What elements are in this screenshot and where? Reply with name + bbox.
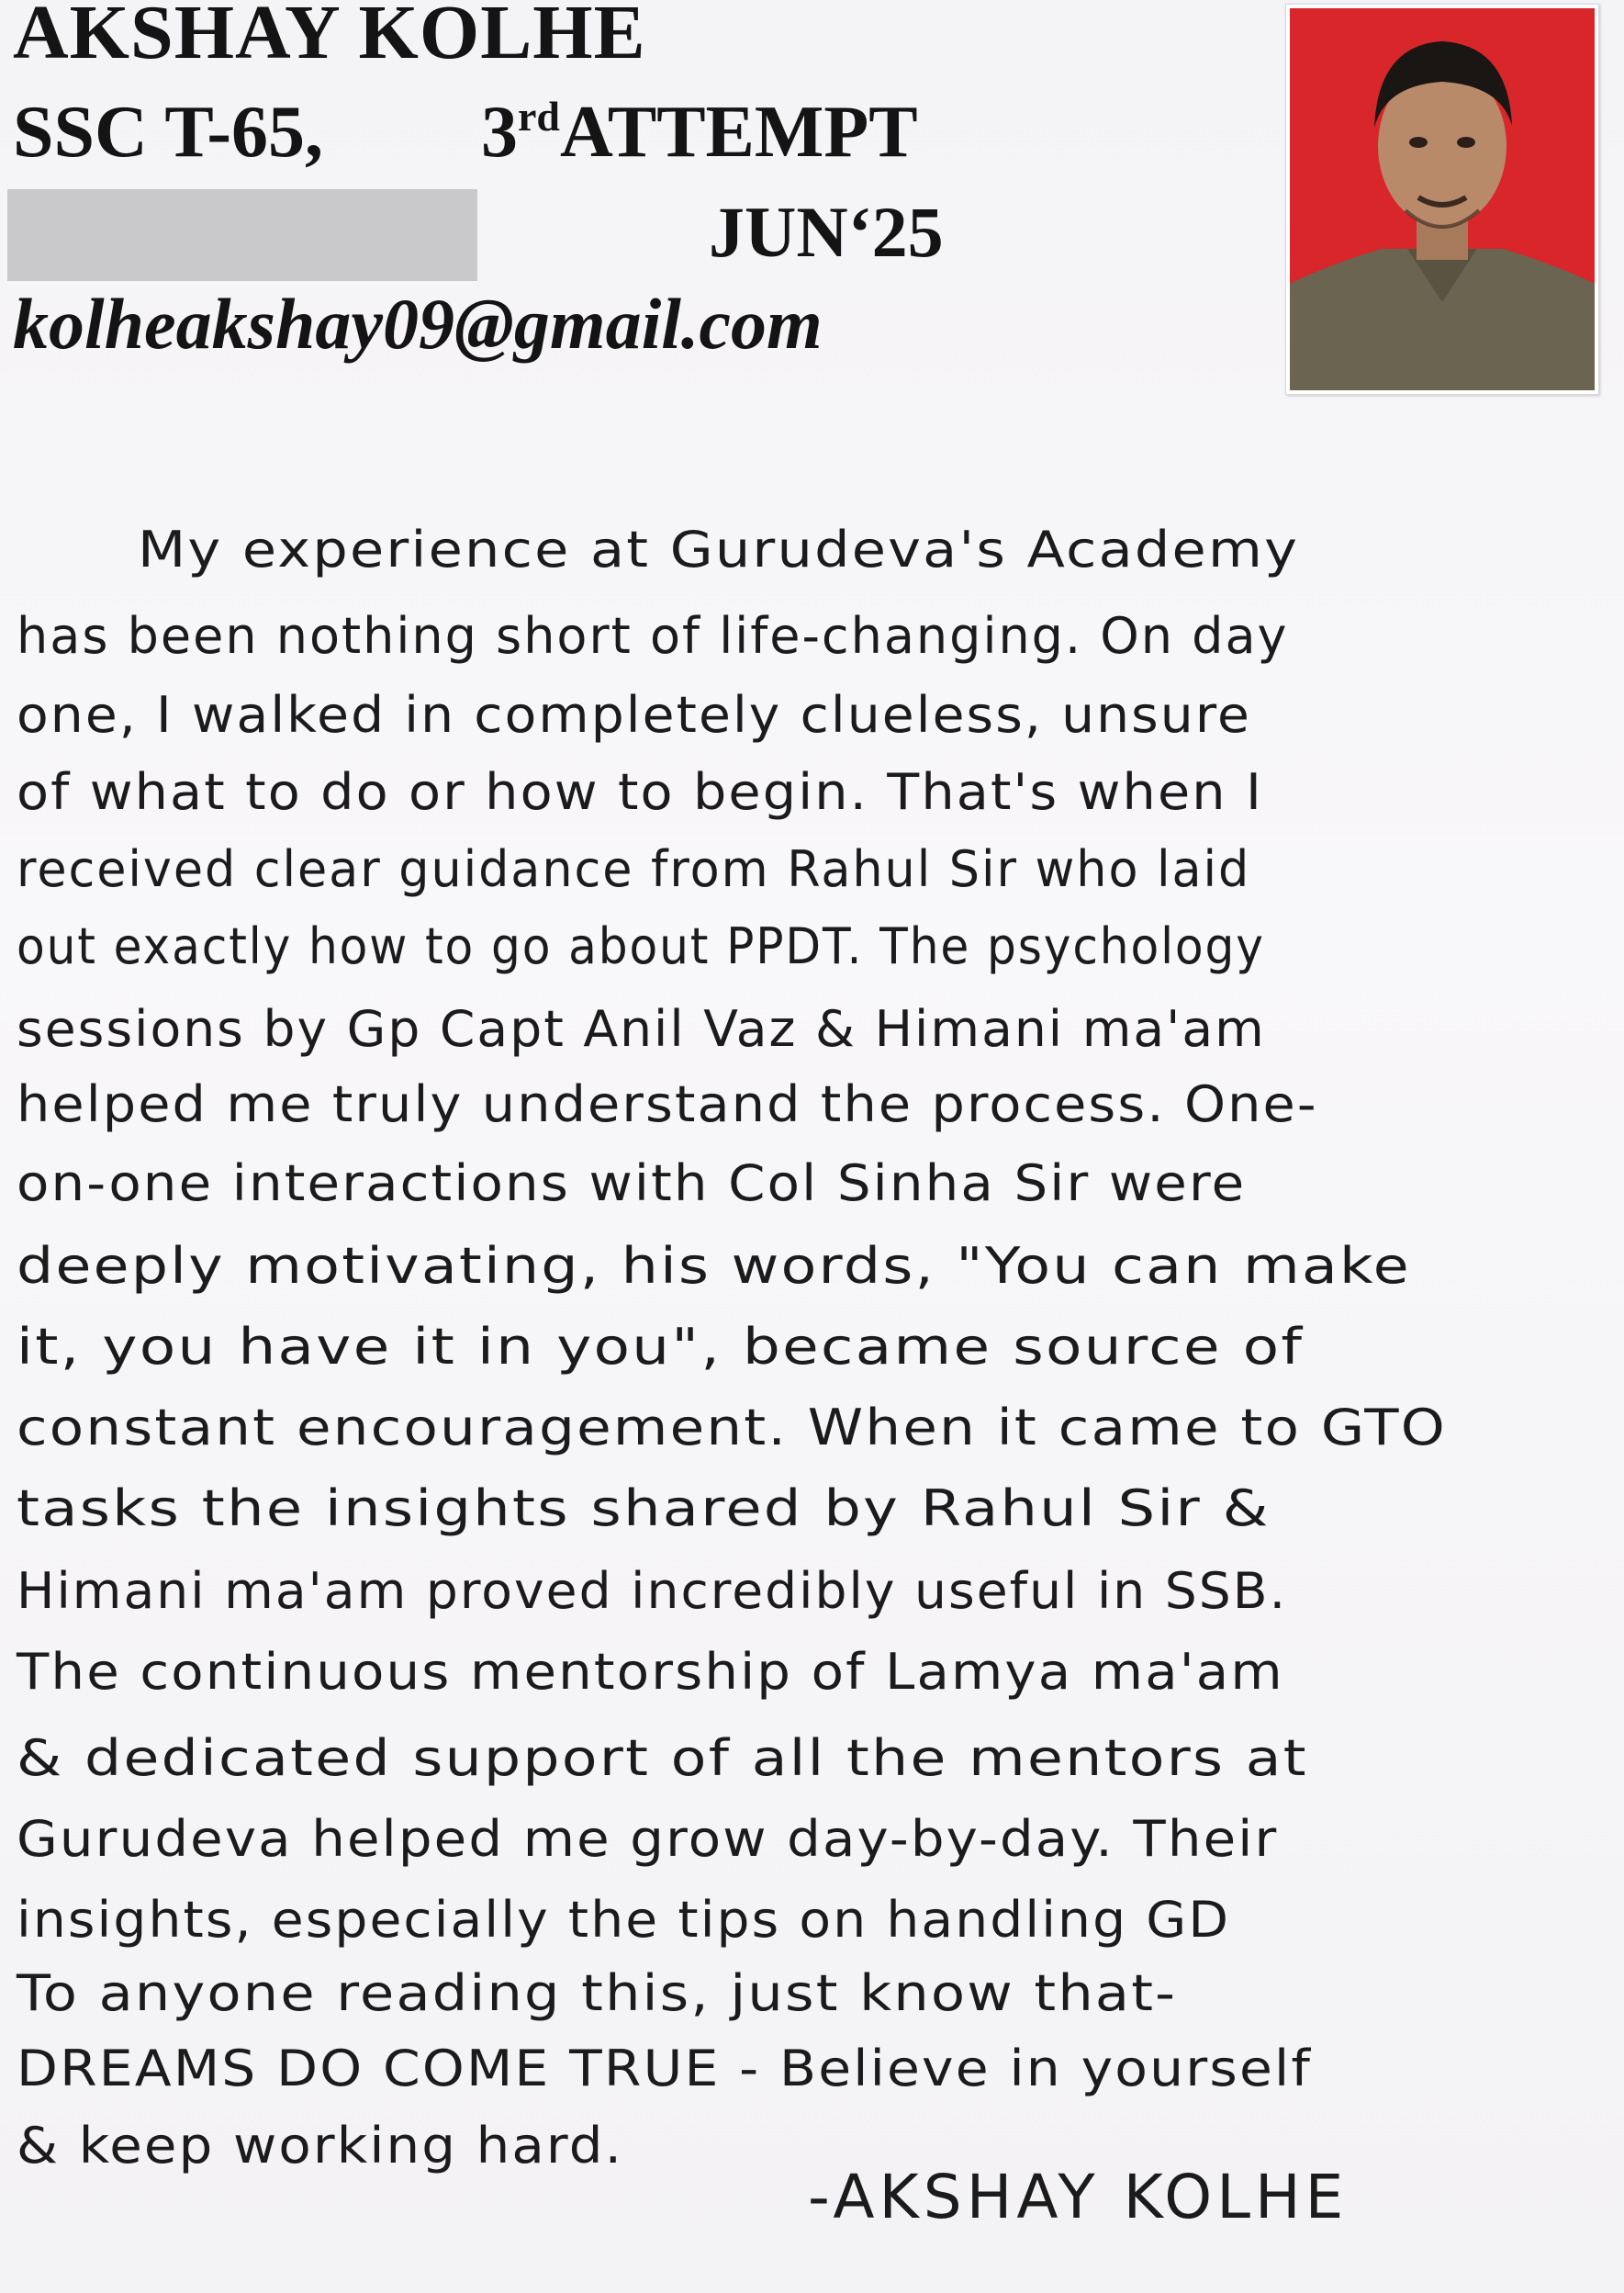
attempt-word: ATTEMPT: [560, 92, 918, 173]
letter-line: tasks the insights shared by Rahul Sir &: [17, 1479, 1271, 1537]
letter-line: insights, especially the tips on handling GD: [17, 1891, 1231, 1949]
letter-line: received clear guidance from Rahul Sir who laid: [17, 840, 1251, 898]
letter-line: To anyone reading this, just know that-: [17, 1964, 1178, 2022]
candidate-name: AKSHAY KOLHE: [13, 0, 646, 75]
redacted-field: [7, 189, 477, 281]
letter-line: & dedicated support of all the mentors at: [17, 1729, 1308, 1787]
attempt-label: [481, 92, 918, 173]
letter-line: DREAMS DO COME TRUE - Believe in yourself: [17, 2040, 1313, 2097]
letter-line: one, I walked in completely clueless, unsure: [17, 686, 1251, 744]
attempt-ordinal: 3: [481, 92, 518, 173]
entry-line: [13, 92, 918, 173]
letter-line: of what to do or how to begin. That's when I: [17, 763, 1264, 821]
portrait-image: [1290, 8, 1595, 390]
header-block: [0, 0, 1624, 386]
letter-line: Gurudeva helped me grow day-by-day. Their: [17, 1810, 1279, 1868]
letter-line: has been nothing short of life-changing. On day: [17, 607, 1289, 665]
entry-course: SSC T-65,: [13, 92, 323, 173]
letter-line: The continuous mentorship of Lamya ma'am: [17, 1643, 1284, 1701]
letter-line: sessions by Gp Capt Anil Vaz & Himani ma'am: [17, 1000, 1266, 1058]
letter-line: My experience at Gurudeva's Academy: [138, 521, 1300, 579]
candidate-photo: [1285, 4, 1599, 395]
email-address: kolheakshay09@gmail.com: [13, 284, 823, 364]
signature: -AKSHAY KOLHE: [808, 2162, 1349, 2232]
attempt-date: JUN‘25: [709, 192, 944, 272]
letter-line: constant encouragement. When it came to GTO: [17, 1399, 1448, 1456]
letter-line: & keep working hard.: [17, 2117, 624, 2175]
letter-line: out exactly how to go about PPDT. The psychology: [17, 917, 1265, 975]
letter-line: on-one interactions with Col Sinha Sir were: [17, 1154, 1247, 1212]
attempt-suffix: rd: [518, 93, 560, 140]
letter-line: it, you have it in you", became source of: [17, 1318, 1305, 1376]
letter-line: helped me truly understand the process. One-: [17, 1075, 1318, 1133]
letter-line: deeply motivating, his words, "You can make: [17, 1237, 1411, 1295]
letter-line: Himani ma'am proved incredibly useful in SSB.: [17, 1562, 1288, 1620]
